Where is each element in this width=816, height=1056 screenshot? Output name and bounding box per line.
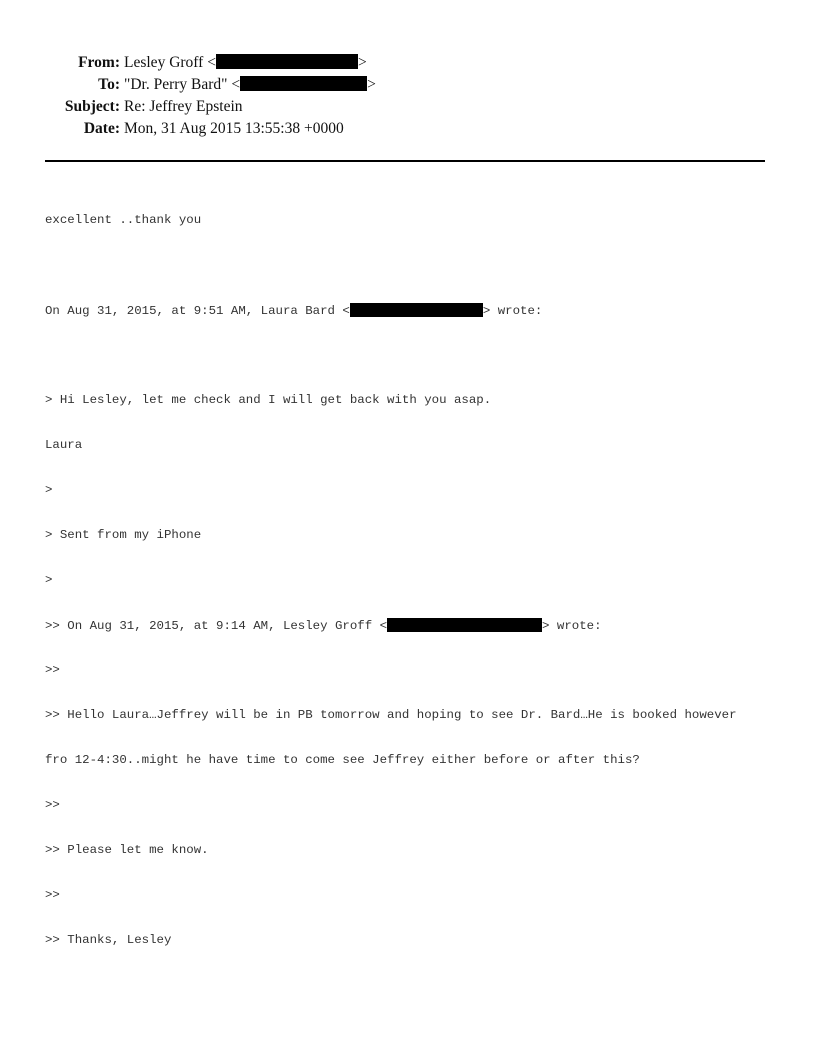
to-close: > [367,76,376,93]
from-label: From: [78,54,120,71]
quoted-line: > Sent from my iPhone [45,528,202,542]
date-value: Mon, 31 Aug 2015 13:55:38 +0000 [124,120,344,137]
quoted-line: >> [45,663,60,677]
header-divider [45,160,765,162]
from-row [0,52,816,74]
subject-row [0,96,816,118]
quoted-line: >> [45,798,60,812]
redacted-email-box [350,303,483,317]
quoted-line: >> Thanks, Lesley [45,933,172,947]
quote-attribution-line [45,618,805,633]
attribution-prefix: >> On Aug 31, 2015, at 9:14 AM, Lesley Groff < [45,619,388,633]
attribution-suffix: > wrote: [482,304,543,318]
to-value [124,74,376,96]
quoted-line: >> [45,888,60,902]
quoted-line: > Hi Lesley, let me check and I will get back with you asap. [45,393,492,407]
from-name: Lesley Groff < [124,54,216,71]
quote-attribution-line [45,303,805,318]
email-body [45,183,805,963]
date-label: Date: [83,120,120,137]
from-close: > [357,54,367,71]
quoted-line: fro 12-4:30..might he have time to come see Jeffrey either before or after this? [45,753,640,767]
subject-value: Re: Jeffrey Epstein [124,98,243,115]
subject-label: Subject: [64,98,120,115]
quoted-line: > [45,483,53,497]
reply-line: excellent ..thank you [45,213,202,227]
to-row [0,74,816,96]
quoted-line: > [45,573,53,587]
attribution-prefix: On Aug 31, 2015, at 9:51 AM, Laura Bard < [45,304,350,318]
quoted-line: Laura [45,438,83,452]
to-name: "Dr. Perry Bard" < [124,76,241,93]
quoted-line: >> Please let me know. [45,843,209,857]
from-value [124,52,367,74]
to-label: To: [98,76,120,93]
email-header [0,52,816,140]
redacted-email-box [387,618,542,632]
redacted-email-box [216,54,358,69]
quoted-line: >> Hello Laura…Jeffrey will be in PB tomorrow and hoping to see Dr. Bard…He is booked however [45,708,737,722]
date-row [0,118,816,140]
redacted-email-box [240,76,367,91]
attribution-suffix: > wrote: [542,619,602,633]
blank-line [45,348,805,363]
blank-line [45,258,805,273]
